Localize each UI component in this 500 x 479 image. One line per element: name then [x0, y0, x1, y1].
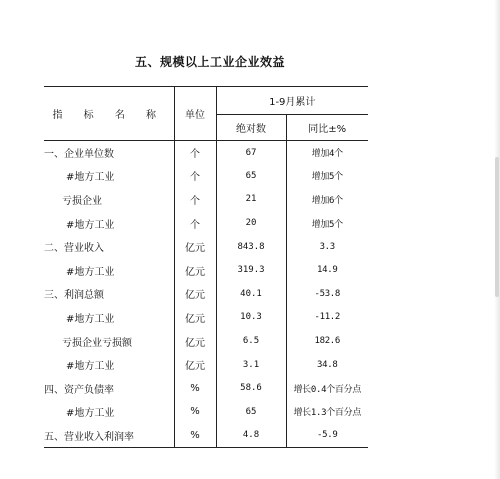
row-name: 三、利润总额	[44, 290, 104, 302]
row-name: #地方工业	[66, 361, 115, 373]
row-unit: 个	[174, 188, 216, 212]
scrollbar-track[interactable]	[494, 0, 500, 479]
row-unit: 个	[174, 141, 216, 165]
row-name: 亏损企业	[62, 195, 102, 207]
table-row	[44, 306, 368, 330]
row-name: #地方工业	[66, 266, 115, 278]
table-row	[44, 235, 368, 259]
row-unit: 亿元	[174, 258, 216, 282]
row-absolute: 3.1	[216, 353, 286, 377]
table-row	[44, 211, 368, 235]
row-unit: 亿元	[174, 282, 216, 306]
row-absolute: 40.1	[216, 282, 286, 306]
row-yoy: 增加4个	[286, 141, 368, 165]
page-title: 五、规模以上工业企业效益	[134, 55, 285, 69]
row-unit: 个	[174, 164, 216, 188]
absolute-header: 绝对数	[216, 115, 286, 141]
table-row	[44, 353, 368, 377]
row-name: #地方工业	[66, 408, 115, 420]
row-name: 五、营业收入利润率	[44, 424, 174, 448]
row-absolute: 67	[216, 141, 286, 165]
row-unit: 亿元	[174, 306, 216, 330]
row-yoy: 34.8	[286, 353, 368, 377]
unit-header: 单位	[174, 87, 216, 141]
row-name: #地方工业	[66, 172, 115, 184]
row-yoy: -11.2	[286, 306, 368, 330]
row-absolute: 6.5	[216, 329, 286, 353]
period-header: 1-9月累计	[216, 87, 368, 115]
indicator-header: 指 标 名 称	[44, 87, 174, 141]
row-yoy: 增长0.4个百分点	[286, 376, 368, 400]
row-yoy: -53.8	[286, 282, 368, 306]
table-row	[44, 282, 368, 306]
row-name: 二、营业收入	[44, 243, 104, 255]
row-absolute: 65	[216, 164, 286, 188]
row-name: 亏损企业亏损额	[62, 337, 132, 349]
row-unit: %	[174, 400, 216, 424]
scrollbar-thumb[interactable]	[495, 157, 499, 297]
row-unit: 亿元	[174, 329, 216, 353]
row-absolute: 58.6	[216, 376, 286, 400]
row-name: #地方工业	[66, 219, 115, 231]
row-yoy: 3.3	[286, 235, 368, 259]
table-row	[44, 258, 368, 282]
table-row	[44, 329, 368, 353]
row-yoy: 182.6	[286, 329, 368, 353]
row-yoy: 14.9	[286, 258, 368, 282]
row-absolute: 21	[216, 188, 286, 212]
row-yoy: 增加5个	[286, 211, 368, 235]
table-row	[44, 141, 368, 165]
table-row	[44, 424, 368, 448]
row-name: 一、企业单位数	[44, 149, 114, 161]
row-absolute: 10.3	[216, 306, 286, 330]
row-yoy: 增加5个	[286, 164, 368, 188]
table-row	[44, 376, 368, 400]
row-unit: 个	[174, 211, 216, 235]
row-unit: %	[174, 424, 216, 448]
row-absolute: 65	[216, 400, 286, 424]
table-row	[44, 400, 368, 424]
row-name: 四、资产负债率	[44, 384, 114, 396]
row-absolute: 20	[216, 211, 286, 235]
report-table	[44, 86, 368, 448]
row-absolute: 843.8	[216, 235, 286, 259]
row-absolute: 4.8	[216, 424, 286, 448]
table-row	[44, 164, 368, 188]
row-yoy: 增长1.3个百分点	[286, 400, 368, 424]
yoy-header: 同比±%	[286, 115, 368, 141]
table-row	[44, 188, 368, 212]
row-yoy: -5.9	[286, 424, 368, 448]
row-unit: 亿元	[174, 235, 216, 259]
row-unit: %	[174, 376, 216, 400]
row-name: #地方工业	[66, 313, 115, 325]
row-absolute: 319.3	[216, 258, 286, 282]
row-unit: 亿元	[174, 353, 216, 377]
row-yoy: 增加6个	[286, 188, 368, 212]
